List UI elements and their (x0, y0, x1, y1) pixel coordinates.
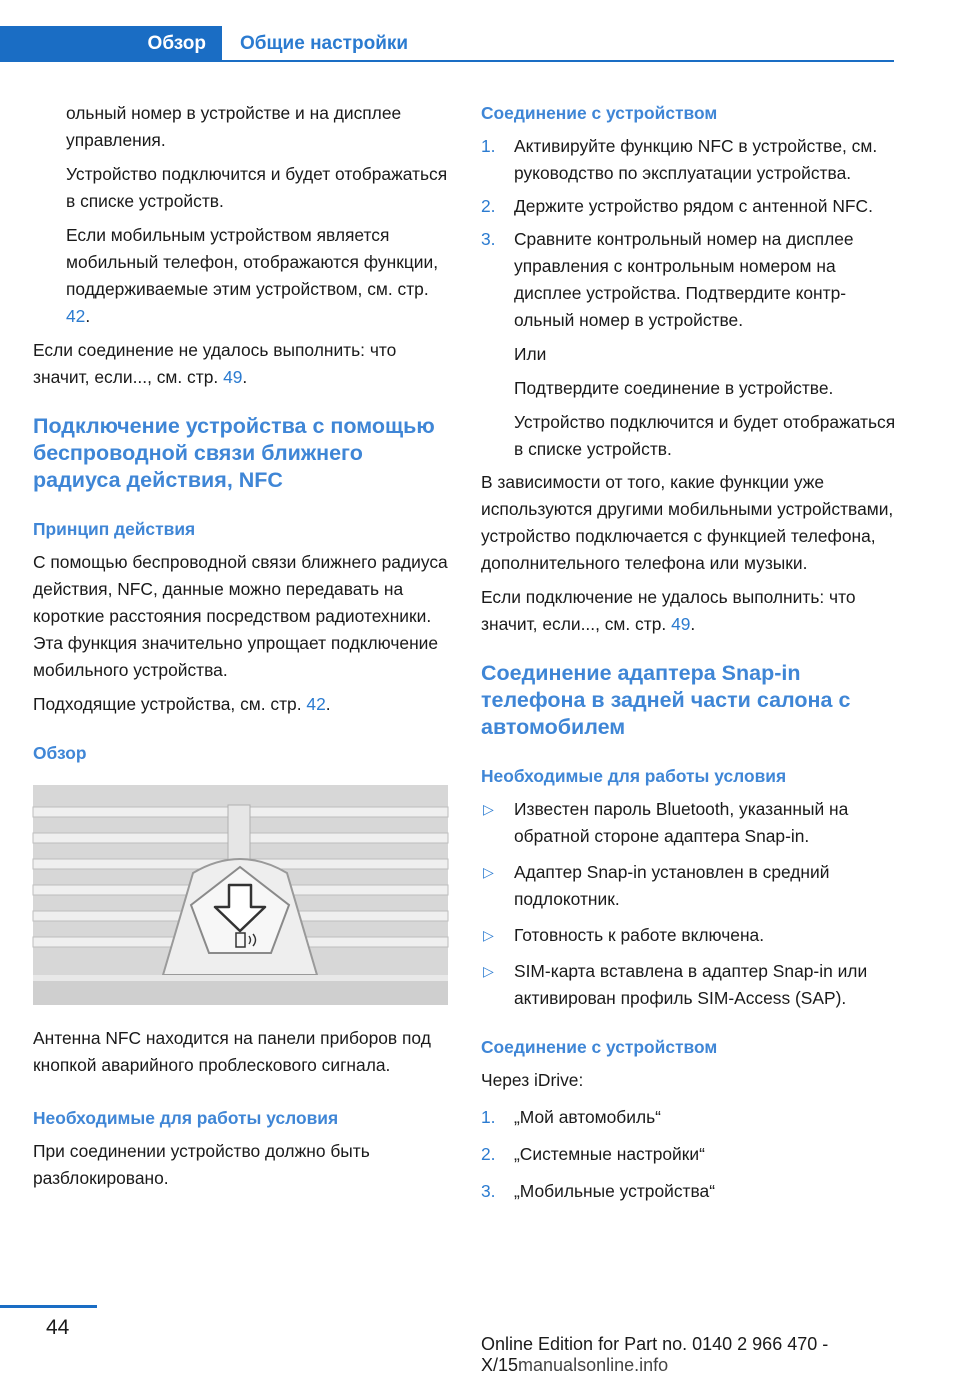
list-item (481, 922, 896, 949)
step-number: 1. (481, 1107, 496, 1127)
subheading-principle: Принцип действия (33, 519, 196, 539)
subheading-requirements: Необходимые для работы условия (481, 766, 787, 786)
idrive-menu-steps (481, 1104, 896, 1205)
bullet-text: SIM-карта вставлена в адаптер Snap-in или активирован профиль SIM-Access (SAP). (514, 961, 868, 1008)
list-item (481, 859, 896, 913)
page-header (0, 26, 894, 62)
step-number: 3. (481, 229, 496, 249)
list-item (481, 796, 896, 850)
page-number: 44 (46, 1316, 70, 1339)
footer-divider (0, 1305, 97, 1308)
intro-paragraph-3-text: Если мобильным устройством является мобильный телефон, отображаются функции, поддерживаемые этим устройством, см. стр. (66, 225, 439, 299)
depend-paragraph: В зависимости от того, какие функции уже используются другими мобильными устройствами, устройство подключается с функцией телефона, дополнительного телефона или музыки. (481, 472, 894, 573)
step-number: 3. (481, 1181, 496, 1201)
menu-path-text: „Системные настройки“ (514, 1144, 705, 1164)
bullet-triangle-icon: ▷ (483, 927, 494, 943)
menu-path-text: „Мой автомобиль“ (514, 1107, 661, 1127)
page-ref-link[interactable]: 42 (306, 694, 326, 714)
page-ref-link[interactable]: 49 (671, 614, 691, 634)
subheading-connect-2: Соединение с устройством (481, 1037, 718, 1057)
hazard-button-illustration (33, 785, 448, 1005)
list-item (481, 226, 896, 463)
list-item (481, 1141, 896, 1168)
list-item (481, 958, 896, 1012)
step3-confirm: Подтвердите соединение в устройстве. (514, 378, 834, 398)
devices-paragraph: Подходящие устройства, см. стр. 42. (33, 694, 331, 714)
subheading-connect: Соединение с устройством (481, 103, 718, 123)
intro-paragraph-1: ольный номер в устройстве и на дисплее управления. (66, 103, 402, 150)
bullet-triangle-icon: ▷ (483, 963, 494, 979)
devices-paragraph-text: Подходящие устройства, см. стр. (33, 694, 302, 714)
right-column (481, 100, 896, 1211)
subheading-requirements: Необходимые для работы условия (33, 1108, 339, 1128)
menu-path-text: „Мобильные устройства“ (514, 1181, 716, 1201)
step3-or: Или (514, 344, 547, 364)
connect-steps (481, 133, 896, 463)
heading-nfc: Подключение устройства с помощью беспроводной связи ближнего радиуса действия, NFC (33, 414, 435, 492)
fail-paragraph: Если соединение не удалось выполнить: что значит, если..., см. стр. 49. (33, 340, 397, 387)
bullet-text: Готовность к работе включена. (514, 925, 765, 945)
nfc-antenna-figure (33, 785, 448, 1005)
tab-overview-label: Обзор (147, 33, 206, 54)
step-text: Держите устройство рядом с антенной NFC. (514, 196, 873, 216)
list-item (481, 133, 896, 187)
left-column (33, 100, 448, 1199)
tab-overview[interactable] (0, 26, 222, 62)
step-number: 2. (481, 196, 496, 216)
fail-paragraph-text: Если подключение не удалось выполнить: что значит, если..., см. стр. (481, 587, 856, 634)
step-number: 1. (481, 136, 496, 156)
intro-paragraph-2: Устройство подключится и будет отображаться в списке устройств. (66, 164, 448, 211)
watermark: manualsonline.info (518, 1355, 669, 1375)
list-item (481, 193, 896, 220)
antenna-paragraph: Антенна NFC находится на панели приборов под кнопкой аварийного проблескового сигнала. (33, 1028, 431, 1075)
edition-text: Online Edition for Part no. 0140 2 966 470 - X/15 (481, 1334, 829, 1375)
list-item (481, 1104, 896, 1131)
page-ref-link[interactable]: 49 (223, 367, 243, 387)
subheading-overview: Обзор (33, 743, 87, 763)
intro-paragraph-3: Если мобильным устройством является мобильный телефон, отображаются функции, поддерживаемые этим устройством, см. стр. 42. (66, 225, 439, 326)
heading-snapin: Соединение адаптера Snap-in телефона в задней части салона с автомобилем (481, 661, 851, 739)
step-text: Активируйте функцию NFC в устройстве, см. руководство по эксплуатации устройства. (514, 136, 878, 183)
step3-listed: Устройство подключится и будет отображаться в списке устройств. (514, 412, 896, 459)
bullet-text: Известен пароль Bluetooth, указанный на обратной стороне адаптера Snap-in. (514, 799, 849, 846)
tab-general-settings[interactable]: Общие настройки (240, 33, 409, 54)
header-divider (222, 60, 894, 62)
fail-paragraph: Если подключение не удалось выполнить: что значит, если..., см. стр. 49. (481, 587, 856, 634)
list-item (481, 1178, 896, 1205)
fail-paragraph-text: Если соединение не удалось выполнить: что значит, если..., см. стр. (33, 340, 397, 387)
requirements-paragraph: При соединении устройство должно быть разблокировано. (33, 1141, 370, 1188)
requirements-list (481, 796, 896, 1012)
bullet-text: Адаптер Snap-in установлен в средний подлокотник. (514, 862, 830, 909)
bullet-triangle-icon: ▷ (483, 801, 494, 817)
via-idrive: Через iDrive: (481, 1070, 584, 1090)
edition-footer (481, 1334, 960, 1376)
step-text: Сравните контрольный номер на дисплее управления с контрольным номером на дисплее устройства. Подтвердите контрольный номер в устройстве. (514, 229, 854, 330)
bullet-triangle-icon: ▷ (483, 864, 494, 880)
step-number: 2. (481, 1144, 496, 1164)
principle-paragraph: С помощью беспроводной связи ближнего радиуса действия, NFC, данные можно передавать на короткие расстояния посредством радиотехники. Эта функция значительно упрощает подключение мобильного устройства. (33, 552, 448, 680)
page-ref-link[interactable]: 42 (66, 306, 86, 326)
